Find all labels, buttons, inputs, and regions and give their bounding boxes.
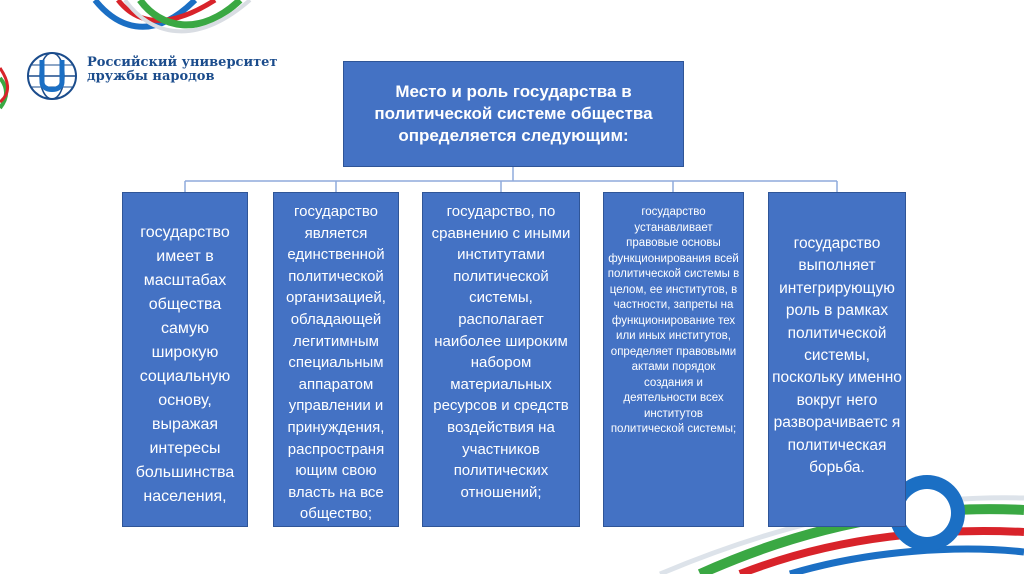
diagram-root-text: Место и роль государства в политической системе общества определяется следующим: [374,82,653,145]
university-name-line2: дружбы народов [87,69,215,84]
university-name-line1: Российский университет [87,55,278,70]
diagram-item-text: государство, по сравнению с иными институтами политической системы, располагает наиболее широким набором материальных ресурсов и средств воздействия на участников политических отношений; [431,203,571,501]
diagram-item-4 [603,192,744,527]
diagram-item-text: государство устанавливает правовые основы функционирования всей политической системы в целом, ее институтов, в частности, запреты на функционирование тех или иных институтов, определяет правовыми актами порядок создания и деятельности всех институтов политической системы; [607,206,740,435]
diagram-item-text: государство выполняет интегрирующую роль в рамках политической системы, поскольку именно вокруг него разворачиваетс я политическая борьба. [772,235,902,477]
diagram-item-3 [422,192,580,527]
diagram-item-text: государство имеет в масштабах общества самую широкую социальную основу, выражая интересы большинства населения, [135,224,235,505]
diagram-item-1 [122,192,248,527]
diagram-item-5 [768,192,906,527]
diagram-item-text: государство является единственной политической организацией, обладающей легитимным специальным аппаратом управлении и принуждения, распространя ющим свою власть на все общество; [286,203,386,523]
diagram-item-2 [273,192,399,527]
diagram-root-box [343,61,684,167]
